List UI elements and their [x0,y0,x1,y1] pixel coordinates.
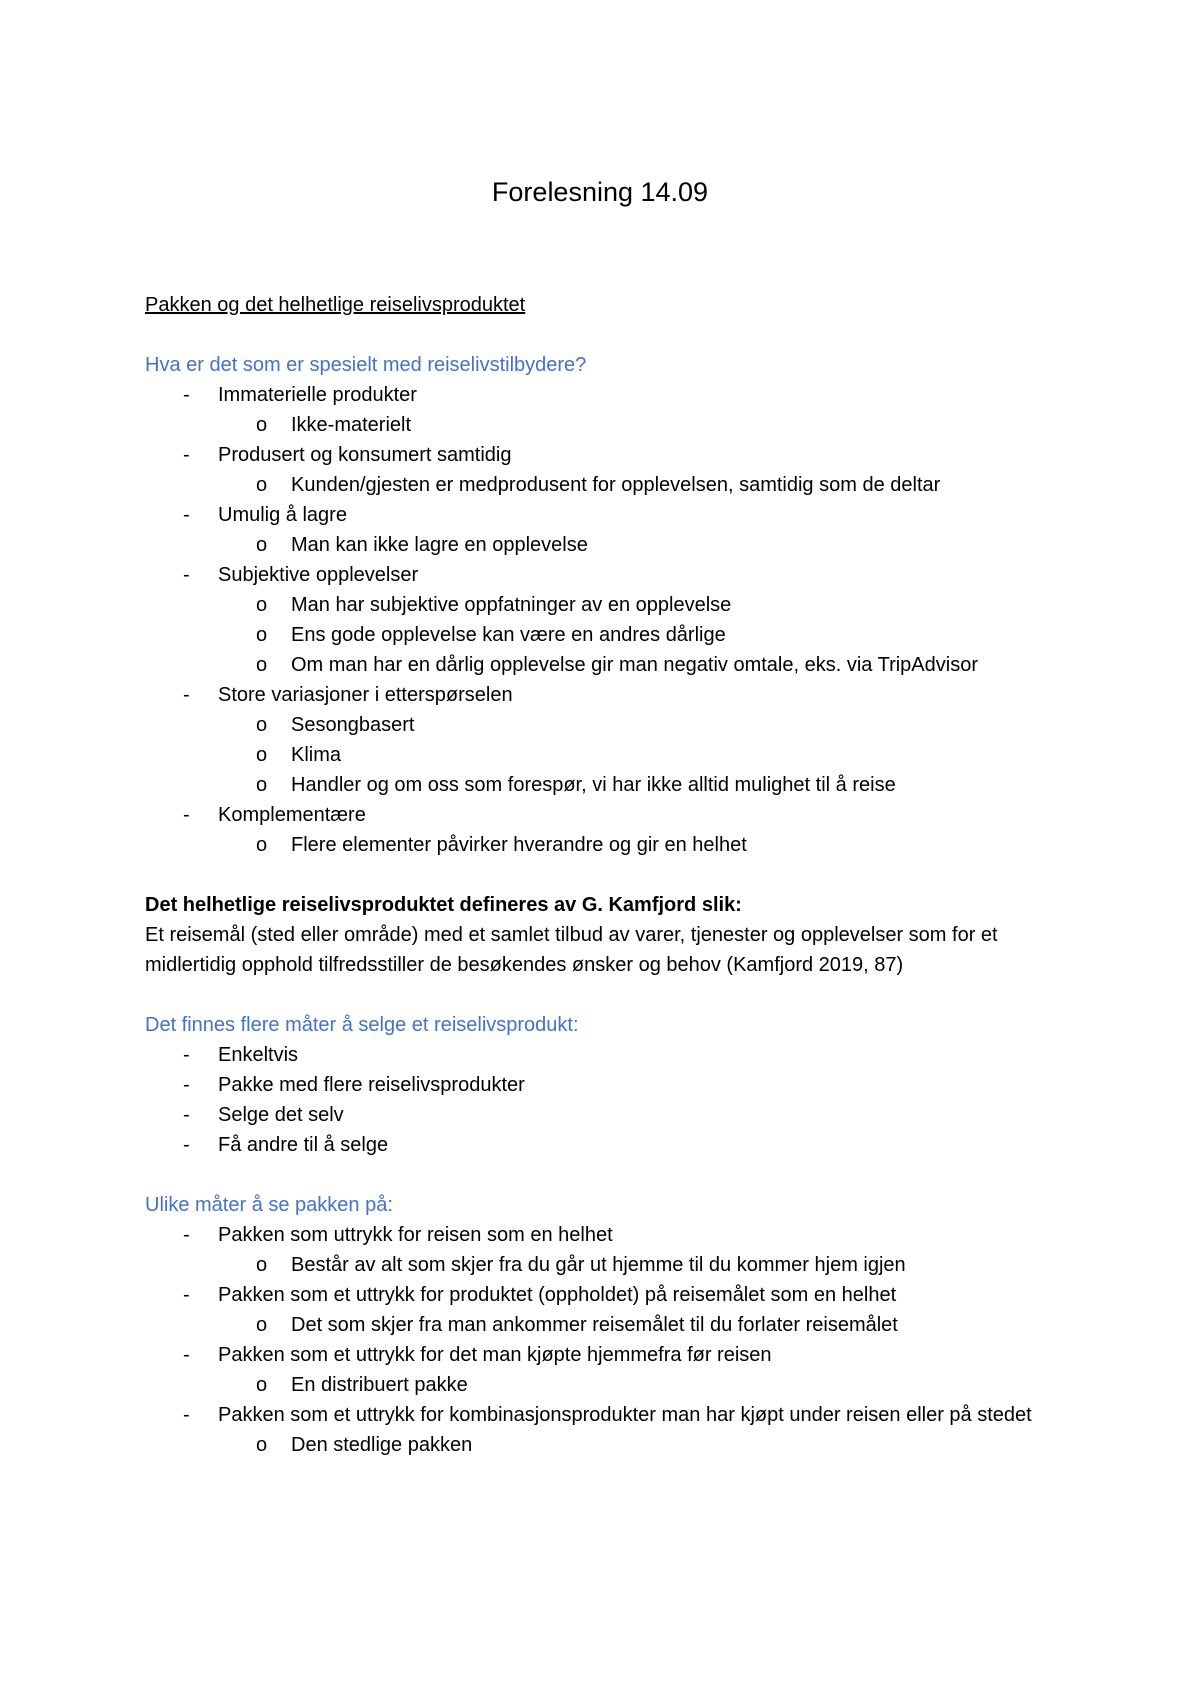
sub-list-item-text: En distribuert pakke [291,1374,468,1396]
circle-bullet: o [256,714,268,736]
sub-list-item [218,1430,1075,1460]
dash-bullet: - [183,1344,190,1366]
sub-list-item [218,1370,1075,1400]
sub-list-item-text: Består av alt som skjer fra du går ut hjemme til du kommer hjem igjen [291,1254,906,1276]
sub-list [218,470,1075,500]
sub-list-item-text: Sesongbasert [291,714,415,736]
sub-list [218,590,1075,680]
sub-list-item-text: Handler og om oss som forespør, vi har ikke alltid mulighet til å reise [291,774,896,796]
circle-bullet: o [256,1254,268,1276]
dash-bullet: - [183,1074,190,1096]
dash-bullet: - [183,444,190,466]
list-item [145,680,1075,800]
circle-bullet: o [256,1434,268,1456]
dash-bullet: - [183,1134,190,1156]
list-item-text: Få andre til å selge [218,1134,389,1156]
sell-list [145,1040,1075,1160]
sub-list-item [218,830,1075,860]
list-item [145,1340,1075,1400]
dash-bullet: - [183,384,190,406]
dash-bullet: - [183,1224,190,1246]
sell-heading: Det finnes flere måter å selge et reiselivsprodukt: [145,1014,579,1036]
list-item [145,800,1075,860]
sub-list-item-text: Kunden/gjesten er medprodusent for opplevelsen, samtidig som de deltar [291,474,941,496]
list-item-text: Pakken som et uttrykk for produktet (oppholdet) på reisemålet som en helhet [218,1284,897,1306]
question-heading: Hva er det som er spesielt med reiselivstilbydere? [145,354,587,376]
dash-bullet: - [183,684,190,706]
sub-list-item-text: Det som skjer fra man ankommer reisemålet til du forlater reisemålet [291,1314,898,1336]
circle-bullet: o [256,474,268,496]
definition-heading: Det helhetlige reiselivsproduktet defineres av G. Kamfjord slik: [145,894,742,916]
circle-bullet: o [256,1374,268,1396]
list-item [145,1100,1075,1130]
ways-list [145,1220,1075,1460]
sub-list [218,530,1075,560]
list-item [145,500,1075,560]
dash-bullet: - [183,1104,190,1126]
sub-list-item-text: Den stedlige pakken [291,1434,473,1456]
question-list [145,380,1075,860]
sub-list [218,830,1075,860]
list-item-text: Produsert og konsumert samtidig [218,444,512,466]
list-item [145,380,1075,440]
sub-list-item [218,620,1075,650]
dash-bullet: - [183,1404,190,1426]
sub-list-item [218,410,1075,440]
sub-list-item [218,1310,1075,1340]
dash-bullet: - [183,1284,190,1306]
circle-bullet: o [256,834,268,856]
sub-list-item [218,530,1075,560]
sub-list-item-text: Man kan ikke lagre en opplevelse [291,534,588,556]
sub-list-item-text: Om man har en dårlig opplevelse gir man negativ omtale, eks. via TripAdvisor [291,654,978,676]
list-item-text: Store variasjoner i etterspørselen [218,684,513,706]
circle-bullet: o [256,624,268,646]
sub-list-item-text: Ens gode opplevelse kan være en andres dårlige [291,624,726,646]
circle-bullet: o [256,1314,268,1336]
sub-list-item [218,710,1075,740]
sub-list-item [218,770,1075,800]
sub-list-item-text: Man har subjektive oppfatninger av en opplevelse [291,594,732,616]
section-heading: Pakken og det helhetlige reiselivsproduktet [145,294,526,316]
list-item [145,1220,1075,1280]
sub-list-item-text: Flere elementer påvirker hverandre og gir en helhet [291,834,747,856]
sub-list [218,410,1075,440]
circle-bullet: o [256,414,268,436]
list-item-text: Pakken som uttrykk for reisen som en helhet [218,1224,613,1246]
list-item [145,1070,1075,1100]
document-body [145,290,1075,1460]
list-item [145,560,1075,680]
list-item [145,1130,1075,1160]
sub-list-item [218,590,1075,620]
dash-bullet: - [183,1044,190,1066]
list-item [145,440,1075,500]
circle-bullet: o [256,654,268,676]
sub-list-item-text: Klima [291,744,342,766]
list-item-text: Pakke med flere reiselivsprodukter [218,1074,525,1096]
list-item [145,1400,1075,1460]
list-item-text: Komplementære [218,804,366,826]
list-item [145,1040,1075,1070]
page-title: Forelesning 14.09 [491,177,709,207]
circle-bullet: o [256,744,268,766]
ways-heading: Ulike måter å se pakken på: [145,1194,393,1216]
definition-body: Et reisemål (sted eller område) med et samlet tilbud av varer, tjenester og opplevelser som for et midlertidig opphold tilfredsstiller de besøkendes ønsker og behov (Kamfjord 2019, 87) [145,924,998,976]
sub-list [218,1310,1075,1340]
sub-list [218,710,1075,800]
sub-list [218,1370,1075,1400]
list-item-text: Umulig å lagre [218,504,347,526]
list-item-text: Immaterielle produkter [218,384,417,406]
dash-bullet: - [183,564,190,586]
list-item-text: Subjektive opplevelser [218,564,419,586]
circle-bullet: o [256,774,268,796]
circle-bullet: o [256,594,268,616]
sub-list-item [218,740,1075,770]
list-item-text: Enkeltvis [218,1044,299,1066]
sub-list [218,1250,1075,1280]
sub-list-item-text: Ikke-materielt [291,414,412,436]
sub-list [218,1430,1075,1460]
dash-bullet: - [183,504,190,526]
circle-bullet: o [256,534,268,556]
sub-list-item [218,1250,1075,1280]
sub-list-item [218,470,1075,500]
list-item-text: Selge det selv [218,1104,344,1126]
list-item-text: Pakken som et uttrykk for det man kjøpte hjemmefra før reisen [218,1344,772,1366]
list-item [145,1280,1075,1340]
list-item-text: Pakken som et uttrykk for kombinasjonsprodukter man har kjøpt under reisen eller på stedet [218,1404,1032,1426]
sub-list-item [218,650,1075,680]
dash-bullet: - [183,804,190,826]
